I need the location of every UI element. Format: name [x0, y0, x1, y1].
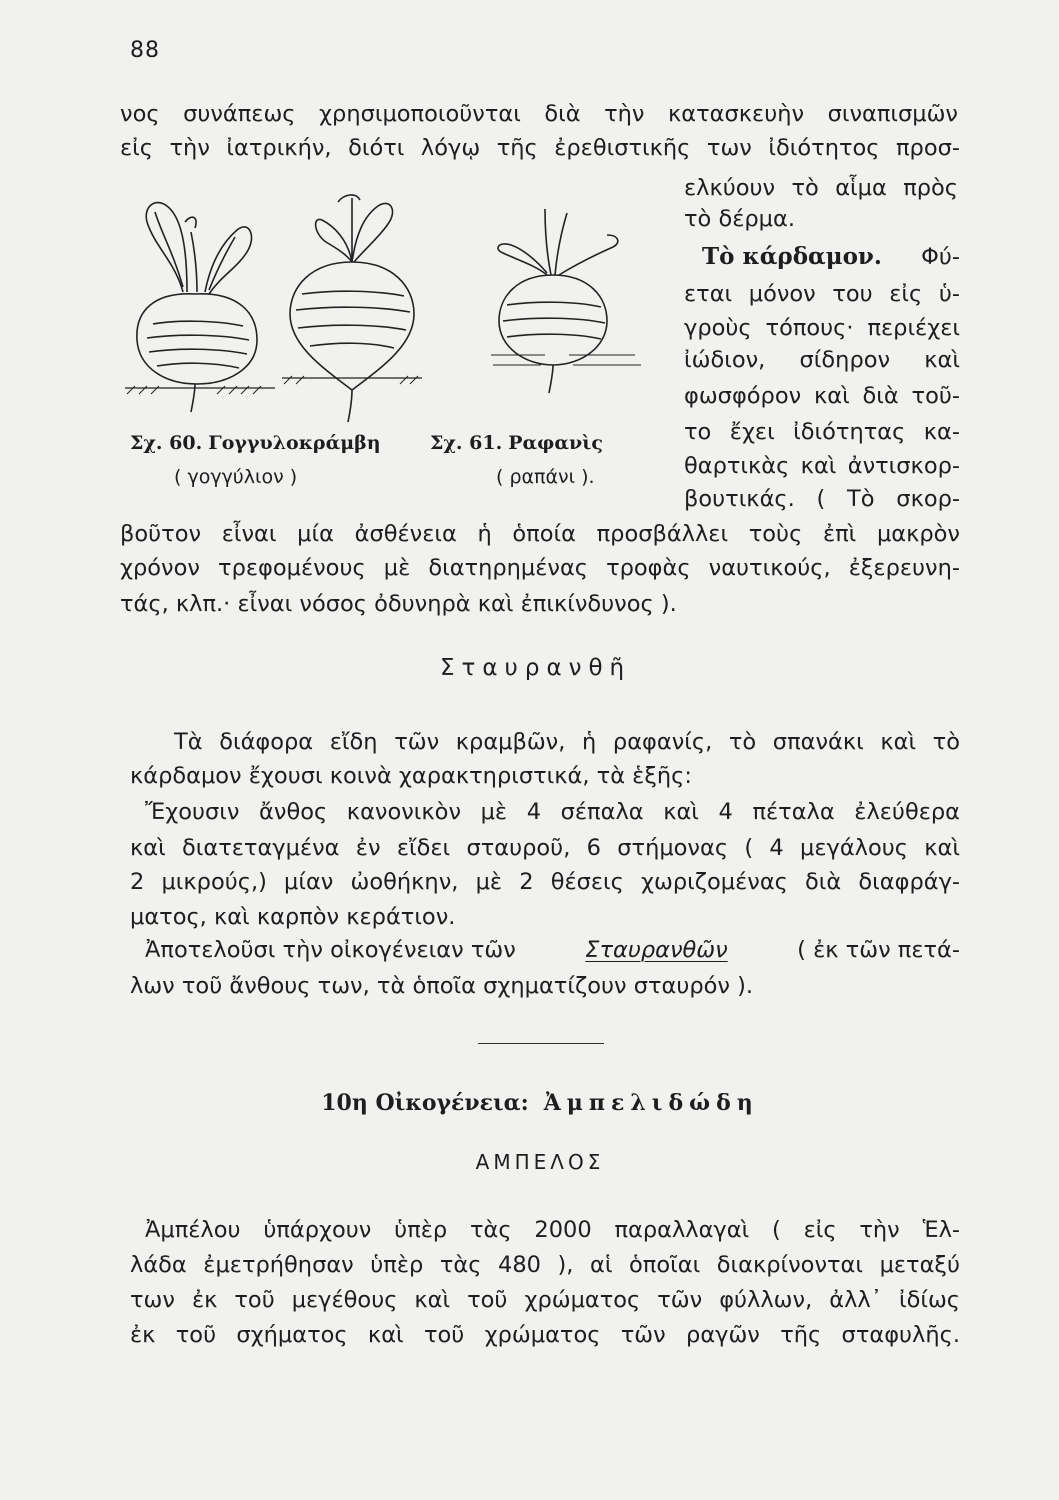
text-line: Τὰ διάφορα εἴδη τῶν κραμβῶν, ἡ ραφανίς, τὸ σπανάκι καὶ τὸ: [174, 729, 960, 755]
text-line: γροὺς τόπους· περιέχει: [684, 315, 960, 341]
text-line: των ἐκ τοῦ μεγέθους καὶ τοῦ χρώματος τῶν φύλλων, ἀλλ᾽ ἰδίως: [130, 1287, 960, 1313]
text-line: νος συνάπεως χρησιμοποιοῦνται διὰ τὴν κατασκευὴν σιναπισμῶν: [120, 101, 958, 127]
text-line: φωσφόρον καὶ διὰ τοῦ-: [684, 383, 960, 409]
section-divider: [478, 1043, 604, 1044]
text-line: Ἔχουσιν ἄνθος κανονικὸν μὲ 4 σέπαλα καὶ 4 πέταλα ἐλεύθερα: [145, 799, 960, 825]
text-line: 2 μικρούς,) μίαν ὠοθήκην, μὲ 2 θέσεις χωριζομένας διὰ διαφράγ-: [130, 869, 960, 895]
text-line: τάς, κλπ.· εἶναι νόσος ὀδυνηρὰ καὶ ἐπικίνδυνος ).: [120, 591, 677, 617]
text-line: εται μόνον του εἰς ὑ-: [684, 281, 960, 307]
text-line: [145, 935, 960, 965]
page-number: 88: [130, 38, 160, 63]
figure-61-label: Σχ. 61.: [430, 432, 503, 454]
figure-61-title: Ραφανὶς: [508, 432, 603, 454]
text-line: Ἀμπέλου ὑπάρχουν ὑπὲρ τὰς 2000 παραλλαγαὶ ( εἰς τὴν Ἑλ-: [145, 1217, 960, 1243]
text-segment: ( ἐκ τῶν πετά-: [797, 937, 960, 963]
text-line: βουτικάς. ( Τὸ σκορ-: [684, 486, 960, 512]
text-line: βοῦτον εἶναι μία ἀσθένεια ἡ ὁποία προσβάλλει τοὺς ἐπὶ μακρὸν: [120, 521, 960, 547]
kardamon-title: Τὸ κάρδαμον.: [702, 243, 882, 270]
family-prefix: 10η Οἰκογένεια:: [321, 1090, 529, 1116]
figure-60-title: Γογγυλοκράμβη: [208, 432, 381, 454]
text-line: το ἔχει ἰδιότητας κα-: [684, 419, 960, 445]
text-line: ματος, καὶ καρπὸν κεράτιον.: [130, 904, 456, 930]
kardamon-title-rest: Φύ-: [921, 244, 960, 270]
text-line: τὸ δέρμα.: [684, 206, 795, 232]
stauranthi-italic-term: Σταυρανθῶν: [585, 937, 728, 963]
text-line: κάρδαμον ἔχουσι κοινὰ χαρακτηριστικά, τὰ ἑξῆς:: [130, 763, 692, 789]
radish-illustration: [282, 190, 422, 430]
figure-60-caption: [130, 432, 381, 454]
text-segment: Ἀποτελοῦσι τὴν οἰκογένειαν τῶν: [145, 937, 516, 963]
text-line: ἐκ τοῦ σχήματος καὶ τοῦ χρώματος τῶν ραγῶν τῆς σταφυλῆς.: [130, 1322, 960, 1348]
text-line: εἰς τὴν ἰατρικήν, διότι λόγῳ τῆς ἐρεθιστικῆς των ἰδιότητος προσ-: [120, 135, 960, 161]
text-line: ελκύουν τὸ αἷμα πρὸς: [684, 175, 958, 201]
figure-60-subtitle: ( γογγύλιον ): [174, 466, 298, 488]
figure-60-label: Σχ. 60.: [130, 432, 203, 454]
text-line: χρόνον τρεφομένους μὲ διατηρημένας τροφὰς ναυτικούς, ἐξερευνη-: [120, 555, 960, 581]
section-heading-stauranthi: Σταυρανθῆ: [440, 655, 632, 681]
text-line: καὶ διατεταγμένα ἐν εἴδει σταυροῦ, 6 στήμονας ( 4 μεγάλους καὶ: [130, 835, 960, 861]
family-heading: [120, 1090, 960, 1116]
subsection-heading-ampelos: ΑΜΠΕΛΟΣ: [475, 1150, 605, 1174]
family-name: Ἀμπελιδώδη: [543, 1090, 759, 1116]
text-line: λων τοῦ ἄνθους των, τὰ ὁποῖα σχηματίζουν σταυρόν ).: [130, 973, 754, 999]
text-line: λάδα ἐμετρήθησαν ὑπὲρ τὰς 480 ), αἱ ὁποῖαι διακρίνονται μεταξύ: [130, 1252, 960, 1278]
kohlrabi-illustration: [125, 192, 275, 424]
text-line: ἰώδιον, σίδηρον καὶ: [684, 347, 960, 373]
figure-61-subtitle: ( ραπάνι ).: [496, 466, 595, 488]
root-plant-illustration: [485, 205, 675, 395]
text-line: θαρτικὰς καὶ ἀντισκορ-: [684, 453, 960, 479]
kardamon-heading-line: [702, 242, 960, 272]
figure-61-caption: [430, 432, 603, 454]
